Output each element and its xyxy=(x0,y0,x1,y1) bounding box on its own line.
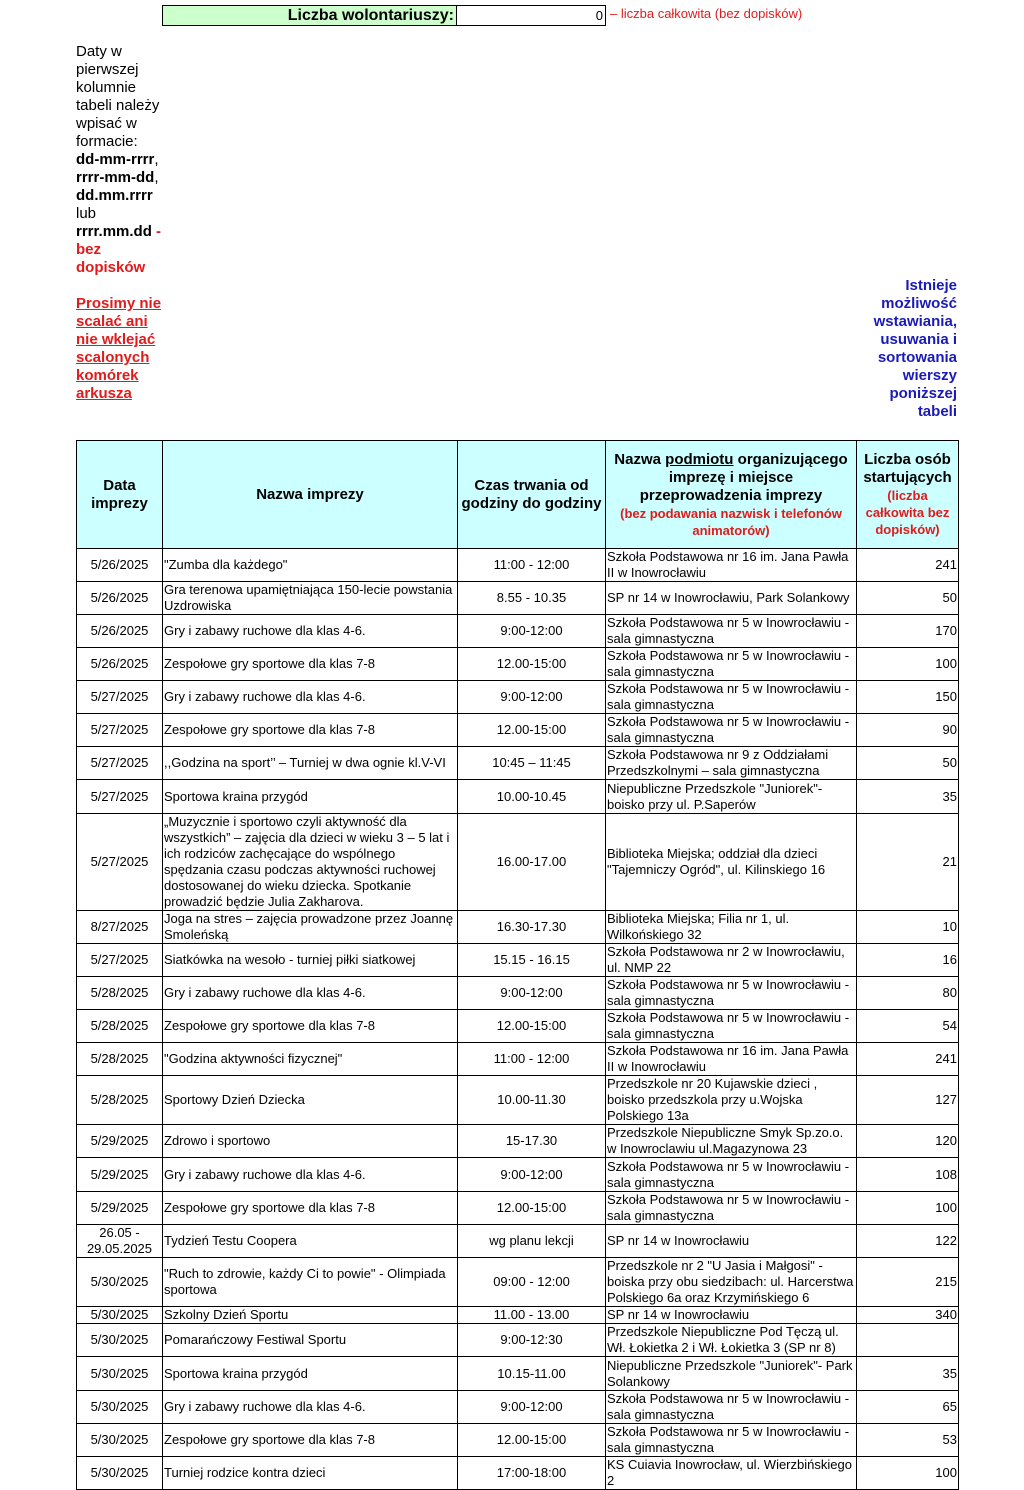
header-organizer-pre: Nazwa xyxy=(614,450,661,468)
cell-date[interactable]: 5/26/2025 xyxy=(77,582,163,615)
cell-date[interactable]: 5/30/2025 xyxy=(77,1424,163,1457)
cell-date[interactable]: 5/28/2025 xyxy=(77,1010,163,1043)
cell-date[interactable]: 5/30/2025 xyxy=(77,1258,163,1307)
cell-date[interactable]: 5/28/2025 xyxy=(77,1076,163,1125)
cell-organizer-place[interactable]: SP nr 14 w Inowrocławiu xyxy=(606,1307,857,1324)
cell-event-name[interactable]: "Godzina aktywności fizycznej" xyxy=(163,1043,458,1076)
cell-time[interactable]: 8.55 - 10.35 xyxy=(458,582,606,615)
header-name[interactable]: Nazwa imprezy xyxy=(163,441,458,549)
date-format-1: dd-mm-rrrr xyxy=(76,151,155,168)
cell-time[interactable]: 9:00-12:30 xyxy=(458,1324,606,1357)
cell-participants[interactable]: 108 xyxy=(857,1158,959,1192)
cell-date[interactable]: 5/26/2025 xyxy=(77,648,163,681)
cell-event-name[interactable]: Gry i zabawy ruchowe dla klas 4-6. xyxy=(163,615,458,648)
table-row xyxy=(77,814,959,911)
table-row xyxy=(77,549,959,582)
cell-time[interactable]: 9:00-12:00 xyxy=(458,615,606,648)
table-row xyxy=(77,615,959,648)
cell-time[interactable]: 15-17.30 xyxy=(458,1125,606,1158)
cell-date[interactable]: 5/27/2025 xyxy=(77,747,163,780)
table-row xyxy=(77,1258,959,1307)
date-format-intro: Daty w pierwszej kolumnie tabeli należy wpisać w formacie: xyxy=(76,43,160,150)
cell-date[interactable]: 5/29/2025 xyxy=(77,1158,163,1192)
date-format-4: rrrr.mm.dd xyxy=(76,223,152,240)
cell-participants[interactable]: 170 xyxy=(857,615,959,648)
table-row xyxy=(77,977,959,1010)
cell-participants[interactable]: 80 xyxy=(857,977,959,1010)
cell-date[interactable]: 5/30/2025 xyxy=(77,1457,163,1490)
table-row xyxy=(77,1357,959,1391)
header-organizer[interactable] xyxy=(606,441,857,549)
cell-participants[interactable]: 35 xyxy=(857,780,959,814)
cell-event-name[interactable]: Zespołowe gry sportowe dla klas 7-8 xyxy=(163,648,458,681)
cell-participants[interactable]: 16 xyxy=(857,944,959,977)
cell-date[interactable]: 5/29/2025 xyxy=(77,1192,163,1225)
cell-organizer-place[interactable]: Szkoła Podstawowa nr 16 im. Jana Pawła II w Inowrocławiu xyxy=(606,1043,857,1076)
cell-organizer-place[interactable]: Szkoła Podstawowa nr 5 w Inowrocławiu - sala gimnastyczna xyxy=(606,648,857,681)
date-format-note: Daty w pierwszej kolumnie tabeli należy wpisać w formacie: dd-mm-rrrr, rrrr-mm-dd, dd.mm.rrrr lub rrrr.mm.dd - bez dopisków xyxy=(76,43,162,276)
cell-participants[interactable]: 340 xyxy=(857,1307,959,1324)
cell-time[interactable]: 10.00-11.30 xyxy=(458,1076,606,1125)
cell-date[interactable]: 5/26/2025 xyxy=(77,549,163,582)
cell-event-name[interactable]: Zespołowe gry sportowe dla klas 7-8 xyxy=(163,1424,458,1457)
cell-event-name[interactable]: Joga na stres – zajęcia prowadzone przez Joannę Smoleńską xyxy=(163,911,458,944)
cell-organizer-place[interactable]: Niepubliczne Przedszkole "Juniorek"- Park Solankowy xyxy=(606,1357,857,1391)
cell-participants[interactable]: 100 xyxy=(857,1192,959,1225)
table-row xyxy=(77,648,959,681)
cell-time[interactable]: 10.15-11.00 xyxy=(458,1357,606,1391)
table-row xyxy=(77,1307,959,1324)
cell-time[interactable]: 12.00-15:00 xyxy=(458,1192,606,1225)
cell-time[interactable]: 9:00-12:00 xyxy=(458,977,606,1010)
cell-event-name[interactable]: "Zumba dla każdego" xyxy=(163,549,458,582)
cell-organizer-place[interactable]: Szkoła Podstawowa nr 5 w Inowrocławiu - sala gimnastyczna xyxy=(606,714,857,747)
volunteers-value-cell[interactable]: 0 xyxy=(457,5,606,26)
cell-organizer-place[interactable]: Przedszkole Niepubliczne Smyk Sp.zo.o. w Inowroclawiu ul.Magazynowa 23 xyxy=(606,1125,857,1158)
cell-date[interactable]: 5/27/2025 xyxy=(77,944,163,977)
cell-participants[interactable]: 150 xyxy=(857,681,959,714)
cell-organizer-place[interactable]: Szkoła Podstawowa nr 5 w Inowrocławiu - sala gimnastyczna xyxy=(606,1424,857,1457)
cell-date[interactable]: 5/28/2025 xyxy=(77,977,163,1010)
cell-organizer-place[interactable]: Szkoła Podstawowa nr 5 w Inowrocławiu - sala gimnastyczna xyxy=(606,615,857,648)
cell-date[interactable]: 5/26/2025 xyxy=(77,615,163,648)
cell-organizer-place[interactable]: Niepubliczne Przedszkole "Juniorek"- boisko przy ul. P.Saperów xyxy=(606,780,857,814)
cell-date[interactable]: 5/27/2025 xyxy=(77,681,163,714)
cell-participants[interactable]: 10 xyxy=(857,911,959,944)
cell-organizer-place[interactable]: Biblioteka Miejska; Filia nr 1, ul. Wilkońskiego 32 xyxy=(606,911,857,944)
cell-date[interactable]: 5/27/2025 xyxy=(77,814,163,911)
cell-organizer-place[interactable]: SP nr 14 w Inowrocławiu xyxy=(606,1225,857,1258)
cell-participants[interactable]: 65 xyxy=(857,1391,959,1424)
cell-time[interactable]: 16.00-17.00 xyxy=(458,814,606,911)
cell-organizer-place[interactable]: Szkoła Podstawowa nr 5 w Inowrocławiu - sala gimnastyczna xyxy=(606,1010,857,1043)
cell-time[interactable]: 12.00-15:00 xyxy=(458,1424,606,1457)
volunteers-note: – liczba całkowita (bez dopisków) xyxy=(610,6,803,21)
cell-organizer-place[interactable]: Szkoła Podstawowa nr 5 w Inowrocławiu - sala gimnastyczna xyxy=(606,977,857,1010)
rows-edit-note: Istnieje możliwość wstawiania, usuwania i sortowania wierszy poniższej tabeli xyxy=(873,277,957,420)
cell-time[interactable]: 16.30-17.30 xyxy=(458,911,606,944)
cell-time[interactable]: wg planu lekcji xyxy=(458,1225,606,1258)
cell-event-name[interactable]: "Ruch to zdrowie, każdy Ci to powie" - Olimpiada sportowa xyxy=(163,1258,458,1307)
merge-warning: Prosimy nie scalać ani nie wklejać scalonych komórek arkusza xyxy=(76,295,162,402)
cell-event-name[interactable]: Sportowy Dzień Dziecka xyxy=(163,1076,458,1125)
cell-event-name[interactable]: Siatkówka na wesoło - turniej piłki siatkowej xyxy=(163,944,458,977)
cell-time[interactable]: 17:00-18:00 xyxy=(458,1457,606,1490)
cell-organizer-place[interactable]: Szkoła Podstawowa nr 9 z Oddziałami Przedszkolnymi – sala gimnastyczna xyxy=(606,747,857,780)
cell-event-name[interactable]: ,,Godzina na sport’’ – Turniej w dwa ognie kl.V-VI xyxy=(163,747,458,780)
cell-event-name[interactable]: Sportowa kraina przygód xyxy=(163,1357,458,1391)
cell-date[interactable]: 5/30/2025 xyxy=(77,1391,163,1424)
cell-time[interactable]: 9:00-12:00 xyxy=(458,1158,606,1192)
cell-organizer-place[interactable]: Szkoła Podstawowa nr 2 w Inowrocławiu, ul. NMP 22 xyxy=(606,944,857,977)
table-row xyxy=(77,911,959,944)
cell-participants[interactable]: 53 xyxy=(857,1424,959,1457)
cell-participants[interactable]: 241 xyxy=(857,549,959,582)
table-row xyxy=(77,1076,959,1125)
cell-event-name[interactable]: „Muzycznie i sportowo czyli aktywność dla wszystkich” – zajęcia dla dzieci w wieku 3 – 5 lat i ich rodziców zachęcające do wspólnego spędzania czasu podczas aktywności ruchowej dostosowanej do wieku dziecka. Spotkanie prowadzić będzie Julia Zakharova. xyxy=(163,814,458,911)
cell-organizer-place[interactable]: Przedszkole nr 20 Kujawskie dzieci , boisko przedszkola przy u.Wojska Polskiego 13a xyxy=(606,1076,857,1125)
table-header-row xyxy=(77,441,959,549)
cell-participants[interactable]: 100 xyxy=(857,648,959,681)
cell-organizer-place[interactable]: Biblioteka Miejska; oddział dla dzieci "Tajemniczy Ogród", ul. Kilinskiego 16 xyxy=(606,814,857,911)
cell-date[interactable]: 5/27/2025 xyxy=(77,714,163,747)
cell-date[interactable]: 26.05 - 29.05.2025 xyxy=(77,1225,163,1258)
table-row xyxy=(77,1125,959,1158)
table-row xyxy=(77,1324,959,1357)
cell-time[interactable]: 15.15 - 16.15 xyxy=(458,944,606,977)
date-format-or: lub xyxy=(76,205,97,222)
cell-time[interactable]: 9:00-12:00 xyxy=(458,1391,606,1424)
cell-organizer-place[interactable]: Szkoła Podstawowa nr 16 im. Jana Pawła II w Inowrocławiu xyxy=(606,549,857,582)
cell-event-name[interactable]: Zespołowe gry sportowe dla klas 7-8 xyxy=(163,1010,458,1043)
cell-event-name[interactable]: Szkolny Dzień Sportu xyxy=(163,1307,458,1324)
cell-event-name[interactable]: Pomarańczowy Festiwal Sportu xyxy=(163,1324,458,1357)
cell-participants[interactable]: 215 xyxy=(857,1258,959,1307)
table-row xyxy=(77,582,959,615)
header-count[interactable] xyxy=(857,441,959,549)
cell-time[interactable]: 9:00-12:00 xyxy=(458,681,606,714)
cell-participants[interactable]: 50 xyxy=(857,582,959,615)
cell-time[interactable]: 10:45 – 11:45 xyxy=(458,747,606,780)
table-row xyxy=(77,1192,959,1225)
cell-time[interactable]: 12.00-15:00 xyxy=(458,1010,606,1043)
cell-event-name[interactable]: Gry i zabawy ruchowe dla klas 4-6. xyxy=(163,1391,458,1424)
cell-time[interactable]: 10.00-10.45 xyxy=(458,780,606,814)
cell-participants[interactable] xyxy=(857,1324,959,1357)
cell-organizer-place[interactable]: Szkoła Podstawowa nr 5 w Inowrocławiu - sala gimnastyczna xyxy=(606,1391,857,1424)
cell-event-name[interactable]: Tydzień Testu Coopera xyxy=(163,1225,458,1258)
events-table xyxy=(76,440,959,1490)
cell-date[interactable]: 8/27/2025 xyxy=(77,911,163,944)
table-row xyxy=(77,1043,959,1076)
cell-organizer-place[interactable]: KS Cuiavia Inowrocław, ul. Wierzbińskiego 2 xyxy=(606,1457,857,1490)
cell-time[interactable]: 11:00 - 12:00 xyxy=(458,1043,606,1076)
cell-date[interactable]: 5/30/2025 xyxy=(77,1307,163,1324)
cell-participants[interactable]: 120 xyxy=(857,1125,959,1158)
table-row xyxy=(77,1010,959,1043)
cell-participants[interactable]: 122 xyxy=(857,1225,959,1258)
header-count-sub: (liczba całkowita bez dopisków) xyxy=(865,488,950,537)
cell-date[interactable]: 5/30/2025 xyxy=(77,1357,163,1391)
header-date[interactable]: Data imprezy xyxy=(77,441,163,549)
cell-participants[interactable]: 90 xyxy=(857,714,959,747)
cell-event-name[interactable]: Gra terenowa upamiętniająca 150-lecie powstania Uzdrowiska xyxy=(163,582,458,615)
cell-time[interactable]: 09:00 - 12:00 xyxy=(458,1258,606,1307)
date-format-2: rrrr-mm-dd xyxy=(76,169,155,186)
cell-event-name[interactable]: Gry i zabawy ruchowe dla klas 4-6. xyxy=(163,977,458,1010)
cell-event-name[interactable]: Sportowa kraina przygód xyxy=(163,780,458,814)
table-row xyxy=(77,1457,959,1490)
cell-organizer-place[interactable]: Przedszkole Niepubliczne Pod Tęczą ul. Wł. Łokietka 2 i Wł. Łokietka 3 (SP nr 8) xyxy=(606,1324,857,1357)
cell-time[interactable]: 12.00-15:00 xyxy=(458,714,606,747)
date-format-suffix: - bez dopisków xyxy=(76,223,162,276)
cell-event-name[interactable]: Turniej rodzice kontra dzieci xyxy=(163,1457,458,1490)
cell-time[interactable]: 11.00 - 13.00 xyxy=(458,1307,606,1324)
cell-date[interactable]: 5/28/2025 xyxy=(77,1043,163,1076)
cell-date[interactable]: 5/30/2025 xyxy=(77,1324,163,1357)
cell-organizer-place[interactable]: Szkoła Podstawowa nr 5 w Inowrocławiu - sala gimnastyczna xyxy=(606,1158,857,1192)
header-organizer-sub: (bez podawania nazwisk i telefonów animatorów) xyxy=(620,505,842,538)
cell-date[interactable]: 5/27/2025 xyxy=(77,780,163,814)
table-row xyxy=(77,1424,959,1457)
cell-organizer-place[interactable]: Szkoła Podstawowa nr 5 w Inowrocławiu - sala gimnastyczna xyxy=(606,681,857,714)
header-time[interactable]: Czas trwania od godziny do godziny xyxy=(458,441,606,549)
header-count-label: Liczba osób startujących xyxy=(863,451,952,486)
table-row xyxy=(77,944,959,977)
table-row xyxy=(77,714,959,747)
volunteers-label: Liczba wolontariuszy: xyxy=(162,5,457,26)
cell-event-name[interactable]: Gry i zabawy ruchowe dla klas 4-6. xyxy=(163,681,458,714)
cell-participants[interactable]: 100 xyxy=(857,1457,959,1490)
cell-organizer-place[interactable]: SP nr 14 w Inowrocławiu, Park Solankowy xyxy=(606,582,857,615)
table-row xyxy=(77,780,959,814)
cell-participants[interactable]: 35 xyxy=(857,1357,959,1391)
table-row xyxy=(77,747,959,780)
table-row xyxy=(77,1158,959,1192)
table-row xyxy=(77,1225,959,1258)
cell-participants[interactable]: 54 xyxy=(857,1010,959,1043)
cell-event-name[interactable]: Gry i zabawy ruchowe dla klas 4-6. xyxy=(163,1158,458,1192)
cell-time[interactable]: 12.00-15:00 xyxy=(458,648,606,681)
cell-organizer-place[interactable]: Przedszkole nr 2 "U Jasia i Małgosi" - boiska przy obu siedzibach: ul. Harcerstwa Polskiego 6a oraz Krzymińskiego 6 xyxy=(606,1258,857,1307)
cell-participants[interactable]: 241 xyxy=(857,1043,959,1076)
cell-event-name[interactable]: Zespołowe gry sportowe dla klas 7-8 xyxy=(163,1192,458,1225)
header-organizer-underlined: podmiotu xyxy=(665,450,734,468)
table-row xyxy=(77,681,959,714)
cell-organizer-place[interactable]: Szkoła Podstawowa nr 5 w Inowrocławiu - sala gimnastyczna xyxy=(606,1192,857,1225)
cell-time[interactable]: 11:00 - 12:00 xyxy=(458,549,606,582)
cell-participants[interactable]: 21 xyxy=(857,814,959,911)
cell-participants[interactable]: 50 xyxy=(857,747,959,780)
cell-event-name[interactable]: Zdrowo i sportowo xyxy=(163,1125,458,1158)
cell-date[interactable]: 5/29/2025 xyxy=(77,1125,163,1158)
header-organizer-post: organizującego imprezę i miejsce przeprowadzenia imprezy xyxy=(639,450,848,504)
cell-event-name[interactable]: Zespołowe gry sportowe dla klas 7-8 xyxy=(163,714,458,747)
date-format-3: dd.mm.rrrr xyxy=(76,187,153,204)
cell-participants[interactable]: 127 xyxy=(857,1076,959,1125)
table-row xyxy=(77,1391,959,1424)
